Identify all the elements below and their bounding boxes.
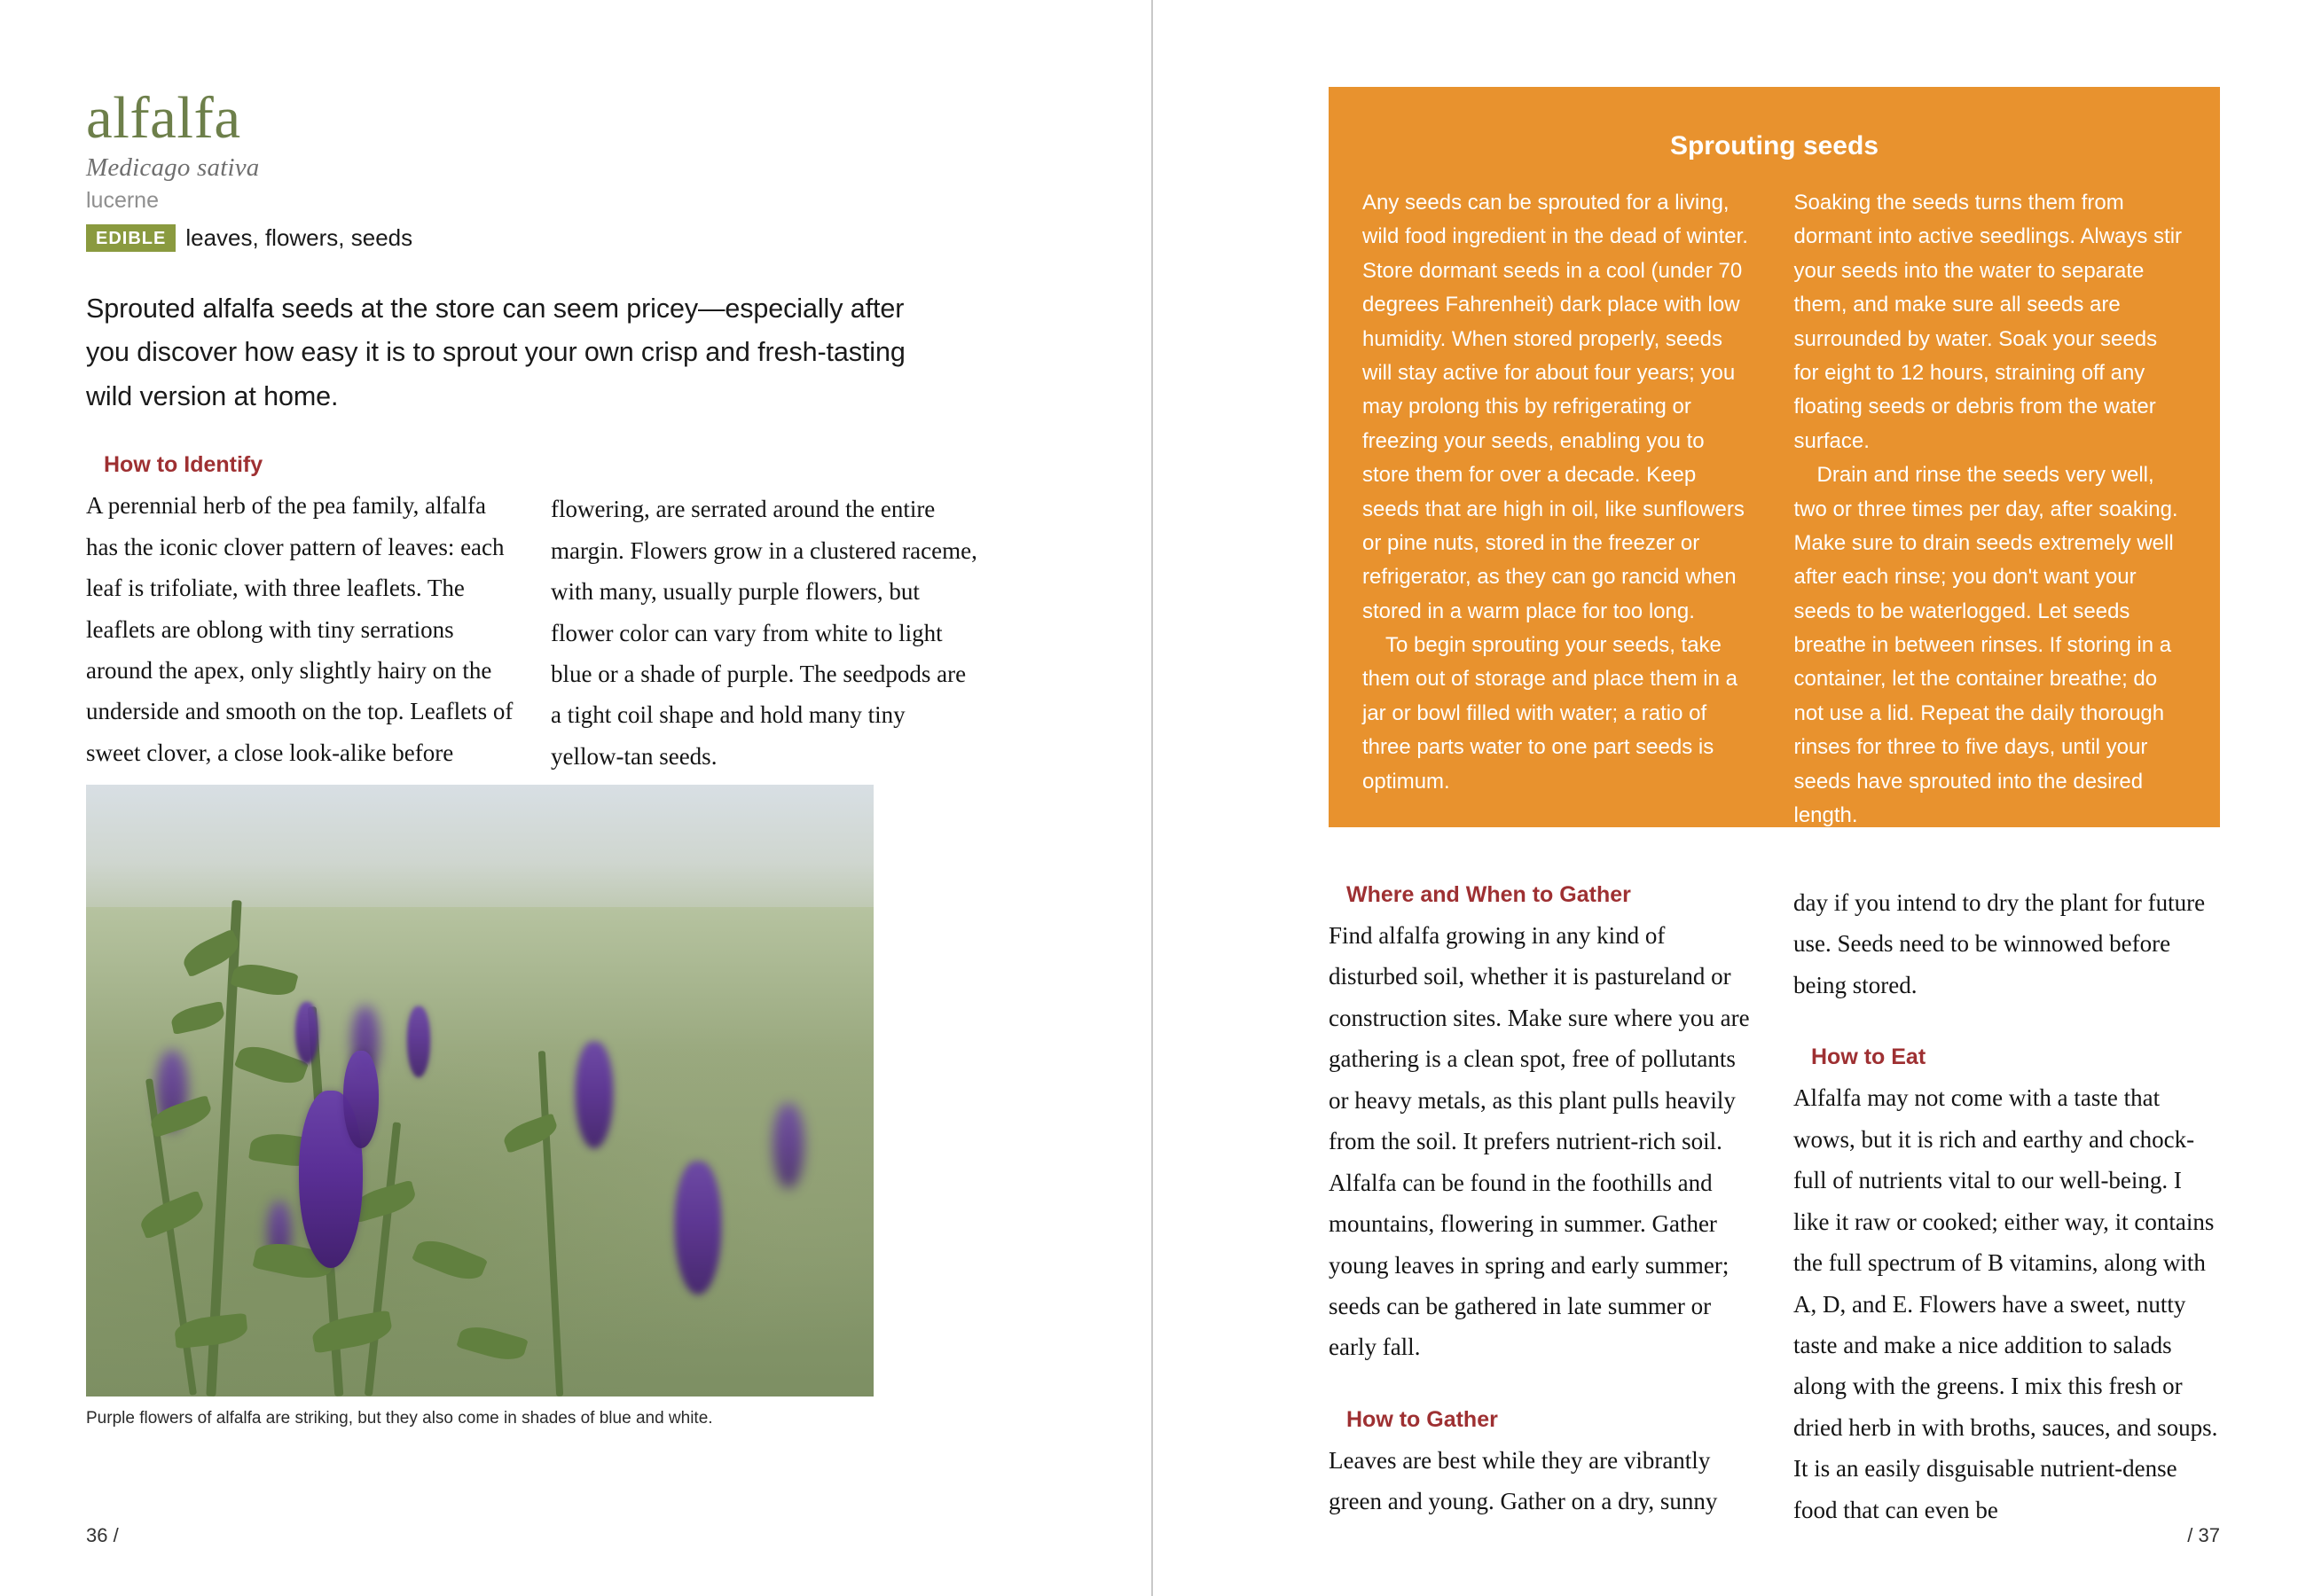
- identify-column-2: [551, 452, 982, 777]
- intro-paragraph: Sprouted alfalfa seeds at the store can seem pricey—especially after you discover how easy it is to sprout your own crisp and fresh-tasting wild version at home.: [86, 293, 906, 411]
- sidebar-para-2: To begin sprouting your seeds, take them out of storage and place them in a jar or bowl filled with water; a ratio of three parts water to one part seeds is optimum.: [1362, 633, 1737, 794]
- sidebar-para-3: Soaking the seeds turns them from dormant into active seedlings. Always stir your seeds into the water to separate them, and make sure all seeds are surrounded by water. Soak your seeds for eight to 12 hours, straining off any floating seeds or debris from the water surface.: [1793, 191, 2183, 453]
- section-heading-how-to-identify: How to Identify: [104, 452, 263, 478]
- page-number-right: / 37: [2187, 1524, 2220, 1546]
- identify-columns: [86, 452, 982, 777]
- gather-text: Find alfalfa growing in any kind of disturbed soil, whether it is pastureland or construction sites. Make sure where you are gathering is a clean spot, free of pollutants or heavy metals, as this plant pulls heavily from the soil. It prefers nutrient-rich soil. Alfalfa can be found in the foothills and mountains, flowering in summer. Gather young leaves in spring and early summer; seeds can be gathered in late summer or early fall.: [1329, 922, 1750, 1361]
- left-page-content: [86, 85, 977, 777]
- identify-text-1: A perennial herb of the pea family, alfalfa has the iconic clover pattern of leaves: each leaf is trifoliate, with three leaflets. The leaflets are oblong with tiny serrations around the apex, only slightly hairy on the underside and smooth on the top. Leaflets of sweet clover, a close look-alike before: [86, 492, 514, 766]
- how-to-eat-text: Alfalfa may not come with a taste that wows, but it is rich and earthy and chock-full of nutrients vital to our well-being. I like it raw or cooked; either way, it contains the full spectrum of B vitamins, along with A, D, and E. Flowers have a sweet, nutty taste and make a nice addition to salads along with the greens. I mix this fresh or dried herb in with broths, sauces, and soups. It is an easily disguisable nutrient-dense food that can even be: [1793, 1084, 2218, 1523]
- sidebar-column-2: [1794, 186, 2187, 833]
- identify-column-1: [86, 452, 517, 777]
- sidebar-para-1: Any seeds can be sprouted for a living, wild food ingredient in the dead of winter. Store dormant seeds in a cool (under 70 degrees Fahrenheit) dark place with low humidity. When stored properly, seeds will stay active for about four years; you may prolong this by refrigerating or freezing your seeds, enabling you to store them for over a decade. Keep seeds that are high in oil, like sunflowers or pine nuts, stored in the freezer or refrigerator, as they can go rancid when stored in a warm place for too long.: [1362, 191, 1748, 623]
- section-heading-how-to-eat: How to Eat: [1811, 1044, 1926, 1070]
- right-page: [1153, 0, 2306, 1596]
- how-to-gather-text: Leaves are best while they are vibrantly green and young. Gather on a dry, sunny: [1329, 1446, 1718, 1515]
- edible-parts-label: leaves, flowers, seeds: [185, 224, 413, 251]
- section-heading-where-and-when-to-gather: Where and When to Gather: [1346, 882, 1631, 907]
- gather-text-continued: day if you intend to dry the plant for future use. Seeds need to be winnowed before being stored.: [1793, 889, 2206, 998]
- common-name: lucerne: [86, 188, 159, 213]
- sidebar-column-1: [1362, 186, 1755, 833]
- sidebar-columns: [1362, 186, 2186, 833]
- edible-row: [86, 224, 884, 252]
- page-number-left: 36 /: [86, 1524, 119, 1546]
- plant-photo-figure: [86, 785, 874, 1428]
- right-column-1: [1329, 882, 1754, 1530]
- photo-sky: [86, 785, 874, 926]
- page-title: alfalfa: [86, 85, 241, 151]
- photo-caption: Purple flowers of alfalfa are striking, but they also come in shades of blue and white.: [86, 1409, 713, 1428]
- latin-name: Medicago sativa: [86, 153, 260, 182]
- sidebar-title: Sprouting seeds: [1669, 131, 1879, 160]
- sprouting-seeds-sidebar: [1329, 87, 2220, 827]
- identify-text-2: flowering, are serrated around the entire margin. Flowers grow in a clustered raceme, with many, usually purple flowers, but flower color can vary from white to light blue or a shade of purple. The seedpods are a tight coil shape and hold many tiny yellow-tan seeds.: [551, 496, 977, 770]
- section-heading-how-to-gather: How to Gather: [1346, 1406, 1498, 1432]
- right-body-columns: [1329, 882, 2220, 1530]
- alfalfa-photo: [86, 785, 874, 1396]
- right-column-2: [1793, 882, 2219, 1530]
- status-badge: EDIBLE: [86, 224, 176, 252]
- sidebar-para-4: Drain and rinse the seeds very well, two or three times per day, after soaking. Make sure to drain seeds extremely well after each rinse; you don't want your seeds to be waterlogged. Let seeds breathe in between rinses. If storing in a container, let the container breathe; do not use a lid. Repeat the daily thorough rinses for three to five days, until your seeds have sprouted into the desired length.: [1793, 463, 2178, 828]
